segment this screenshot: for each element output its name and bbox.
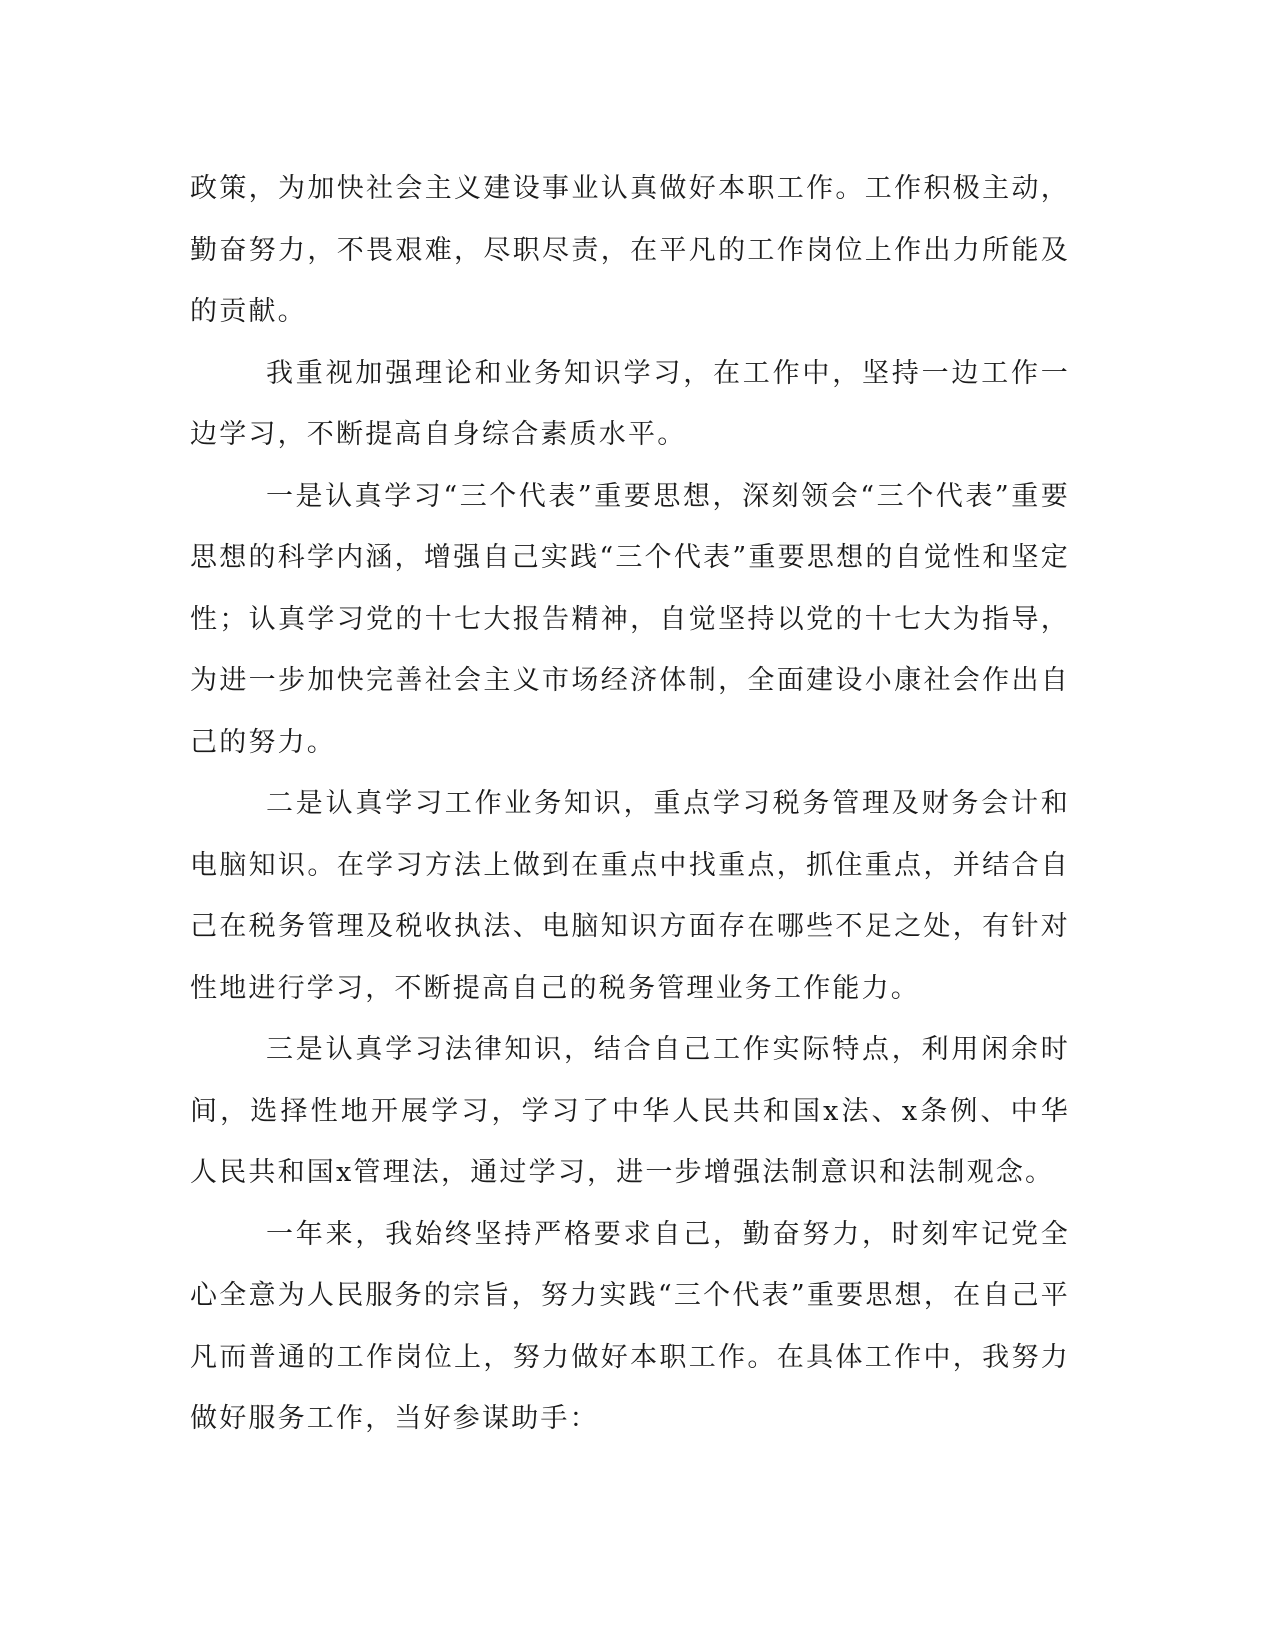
paragraph-3: 一是认真学习“三个代表”重要思想，深刻领会“三个代表”重要思想的科学内涵，增强自己实践“三个代表”重要思想的自觉性和坚定性；认真学习党的十七大报告精神，自觉坚持以党的十七大为指导，为进一步加快完善社会主义市场经济体制，全面建设小康社会作出自己的努力。 xyxy=(190,480,1070,758)
paragraph-2: 我重视加强理论和业务知识学习，在工作中，坚持一边工作一边学习，不断提高自身综合素质水平。 xyxy=(190,357,1070,450)
document-body xyxy=(190,158,1070,1450)
paragraph-1: 政策，为加快社会主义建设事业认真做好本职工作。工作积极主动，勤奋努力，不畏艰难，尽职尽责，在平凡的工作岗位上作出力所能及的贡献。 xyxy=(190,173,1070,327)
paragraph-6: 一年来，我始终坚持严格要求自己，勤奋努力，时刻牢记党全心全意为人民服务的宗旨，努力实践“三个代表”重要思想，在自己平凡而普通的工作岗位上，努力做好本职工作。在具体工作中，我努力做好服务工作，当好参谋助手： xyxy=(190,1218,1070,1434)
paragraph-4: 二是认真学习工作业务知识，重点学习税务管理及财务会计和电脑知识。在学习方法上做到在重点中找重点，抓住重点，并结合自己在税务管理及税收执法、电脑知识方面存在哪些不足之处，有针对性地进行学习，不断提高自己的税务管理业务工作能力。 xyxy=(190,788,1070,1004)
paragraph-5: 三是认真学习法律知识，结合自己工作实际特点，利用闲余时间，选择性地开展学习，学习了中华人民共和国x法、x条例、中华人民共和国x管理法，通过学习，进一步增强法制意识和法制观念。 xyxy=(190,1034,1070,1188)
